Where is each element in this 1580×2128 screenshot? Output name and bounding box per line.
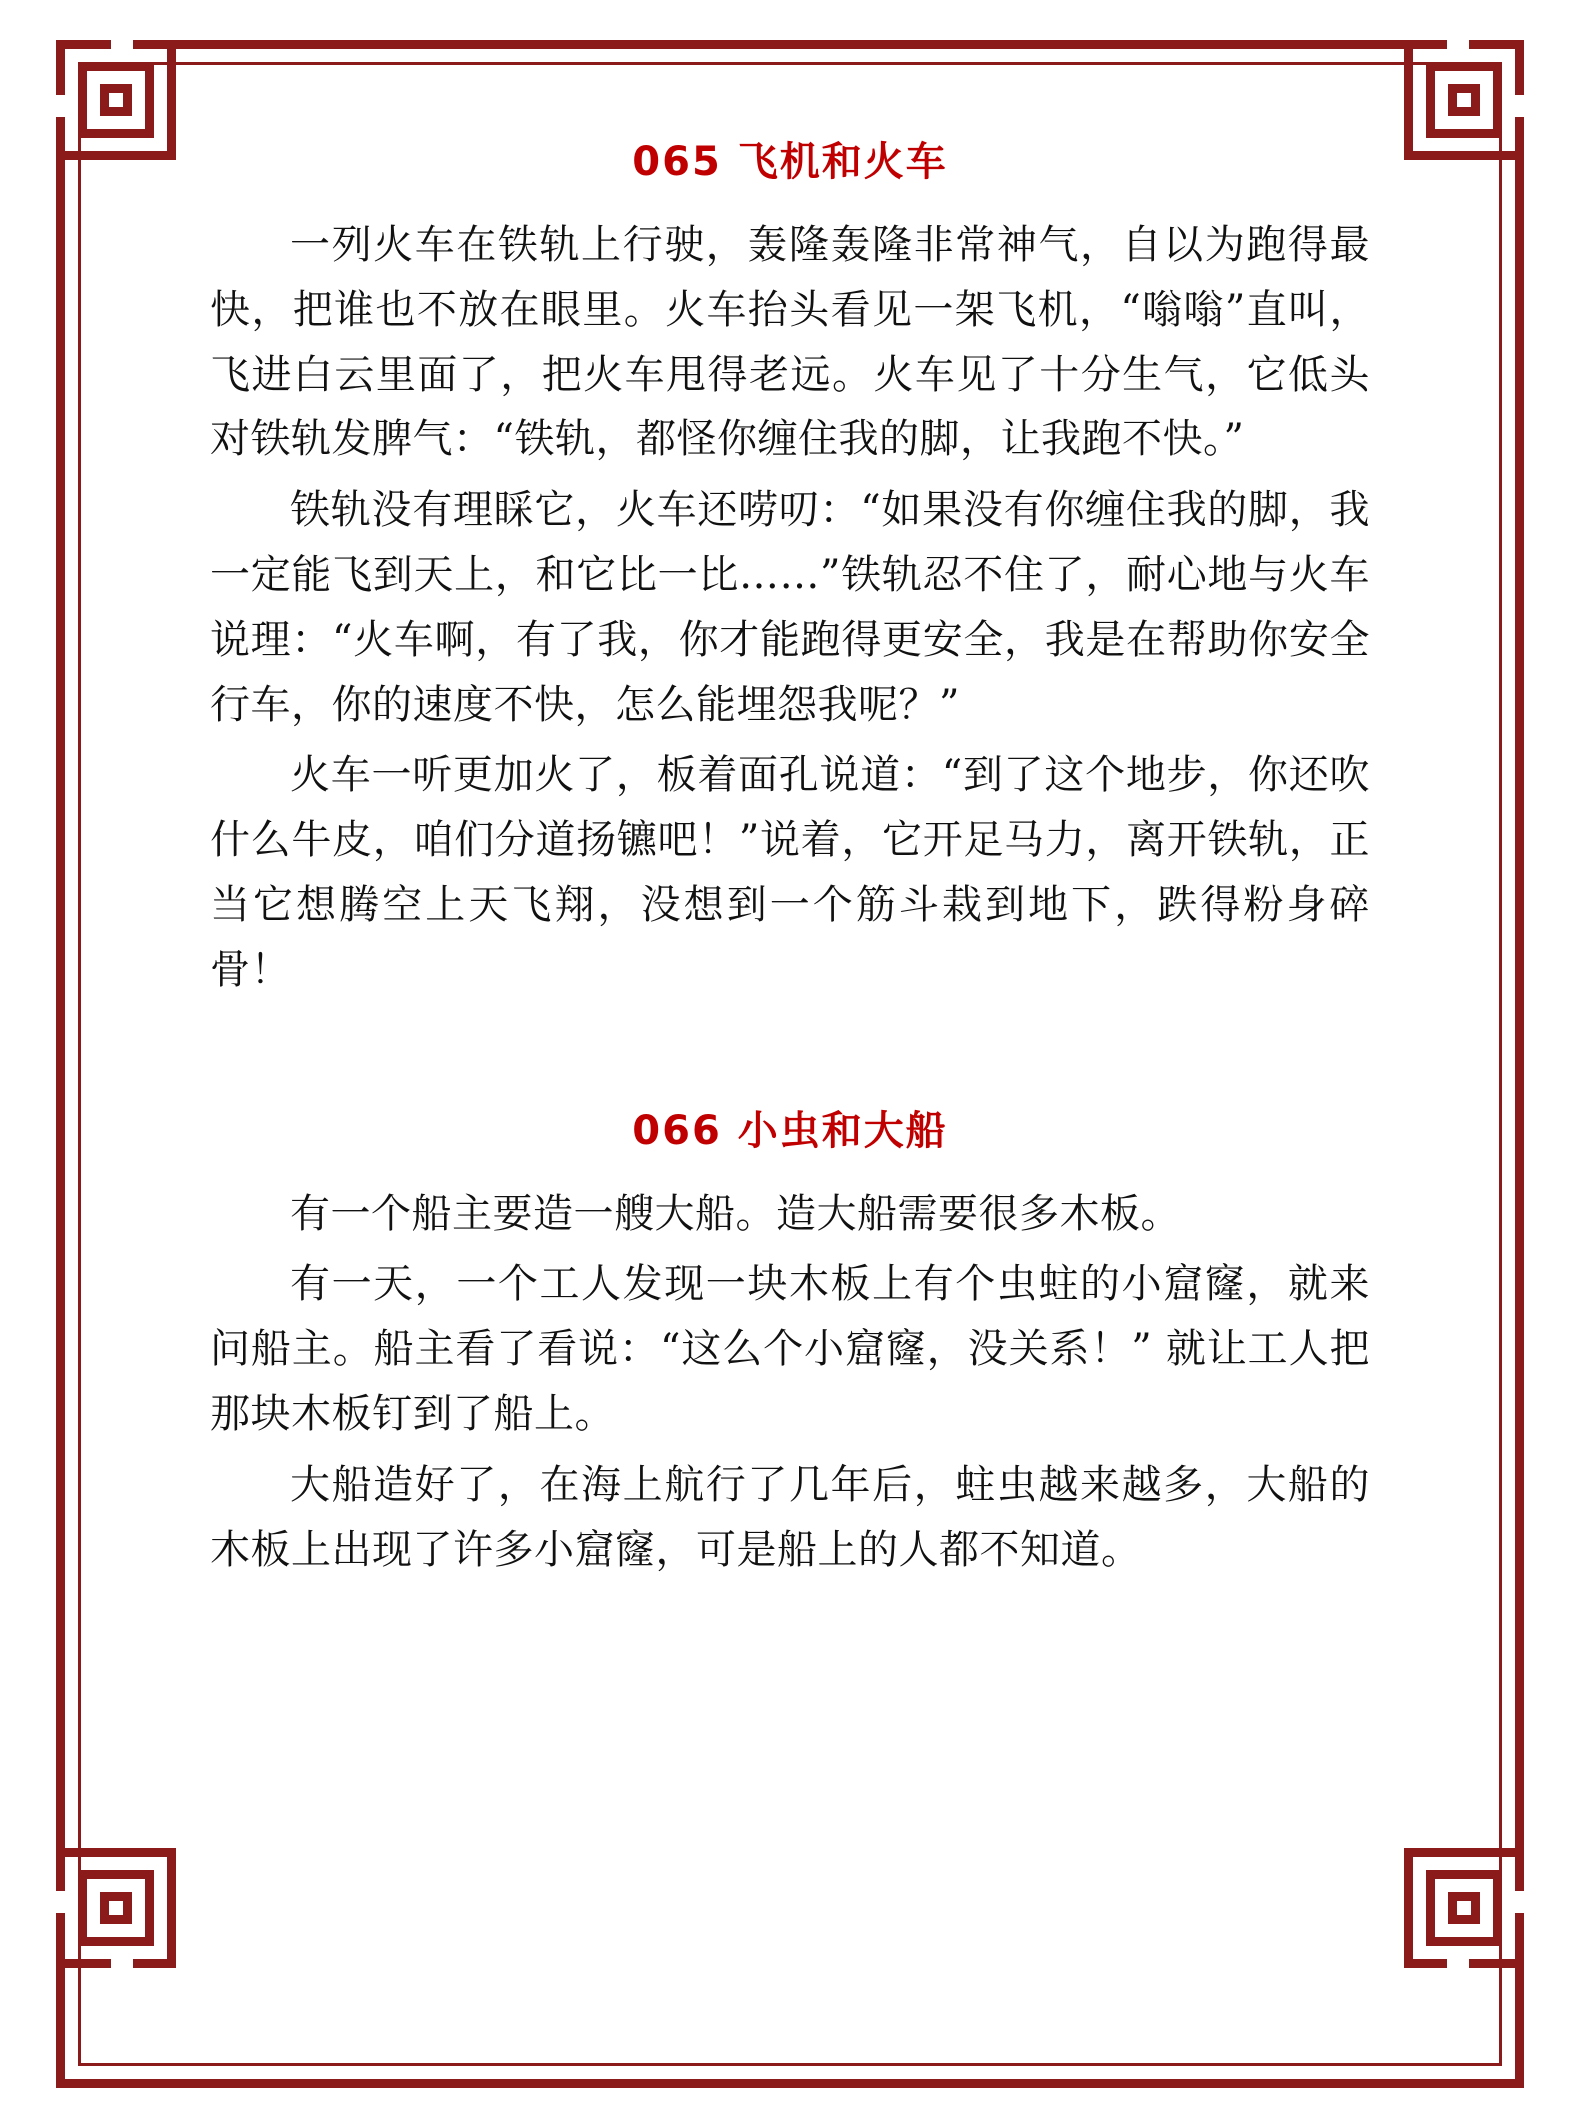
document-content xyxy=(210,130,1370,1588)
corner-ornament-top-left xyxy=(56,40,176,160)
corner-ornament-top-right xyxy=(1404,40,1524,160)
story-title-065 xyxy=(210,130,1370,187)
story-065-paragraph-3: 火车一听更加火了，板着面孔说道：“到了这个地步，你还吹什么牛皮，咱们分道扬镳吧！”说着，它开足马力，离开铁轨，正当它想腾空上天飞翔，没想到一个筋斗栽到地下，跌得粉身碎骨！ xyxy=(210,752,1370,993)
story-heading-066: 小虫和大船 xyxy=(737,1107,948,1154)
story-number-066: 066 xyxy=(632,1107,722,1154)
story-066-paragraph-2: 有一天，一个工人发现一块木板上有个虫蛀的小窟窿，就来问船主。船主看了看说：“这么个小窟窿，没关系！” 就让工人把那块木板钉到了船上。 xyxy=(210,1261,1370,1437)
corner-ornament-bottom-left xyxy=(56,1848,176,1968)
story-title-066 xyxy=(210,1099,1370,1156)
story-065 xyxy=(210,130,1370,1003)
story-065-paragraph-2: 铁轨没有理睬它，火车还唠叨：“如果没有你缠住我的脚，我一定能飞到天上，和它比一比……”铁轨忍不住了，耐心地与火车说理：“火车啊，有了我，你才能跑得更安全，我是在帮助你安全行车，你的速度不快，怎么能埋怨我呢？” xyxy=(210,487,1370,728)
story-065-paragraph-1: 一列火车在铁轨上行驶，轰隆轰隆非常神气，自以为跑得最快，把谁也不放在眼里。火车抬头看见一架飞机，“嗡嗡”直叫，飞进白云里面了，把火车甩得老远。火车见了十分生气，它低头对铁轨发脾气：“铁轨，都怪你缠住我的脚，让我跑不快。” xyxy=(210,222,1370,463)
story-heading-065: 飞机和火车 xyxy=(737,139,948,185)
corner-ornament-bottom-right xyxy=(1404,1848,1524,1968)
story-066 xyxy=(210,1099,1370,1583)
story-066-paragraph-1: 有一个船主要造一艘大船。造大船需要很多木板。 xyxy=(290,1190,1181,1237)
story-066-paragraph-3: 大船造好了，在海上航行了几年后，蛀虫越来越多，大船的木板上出现了许多小窟窿，可是船上的人都不知道。 xyxy=(210,1461,1370,1573)
story-number-065: 065 xyxy=(632,139,722,185)
